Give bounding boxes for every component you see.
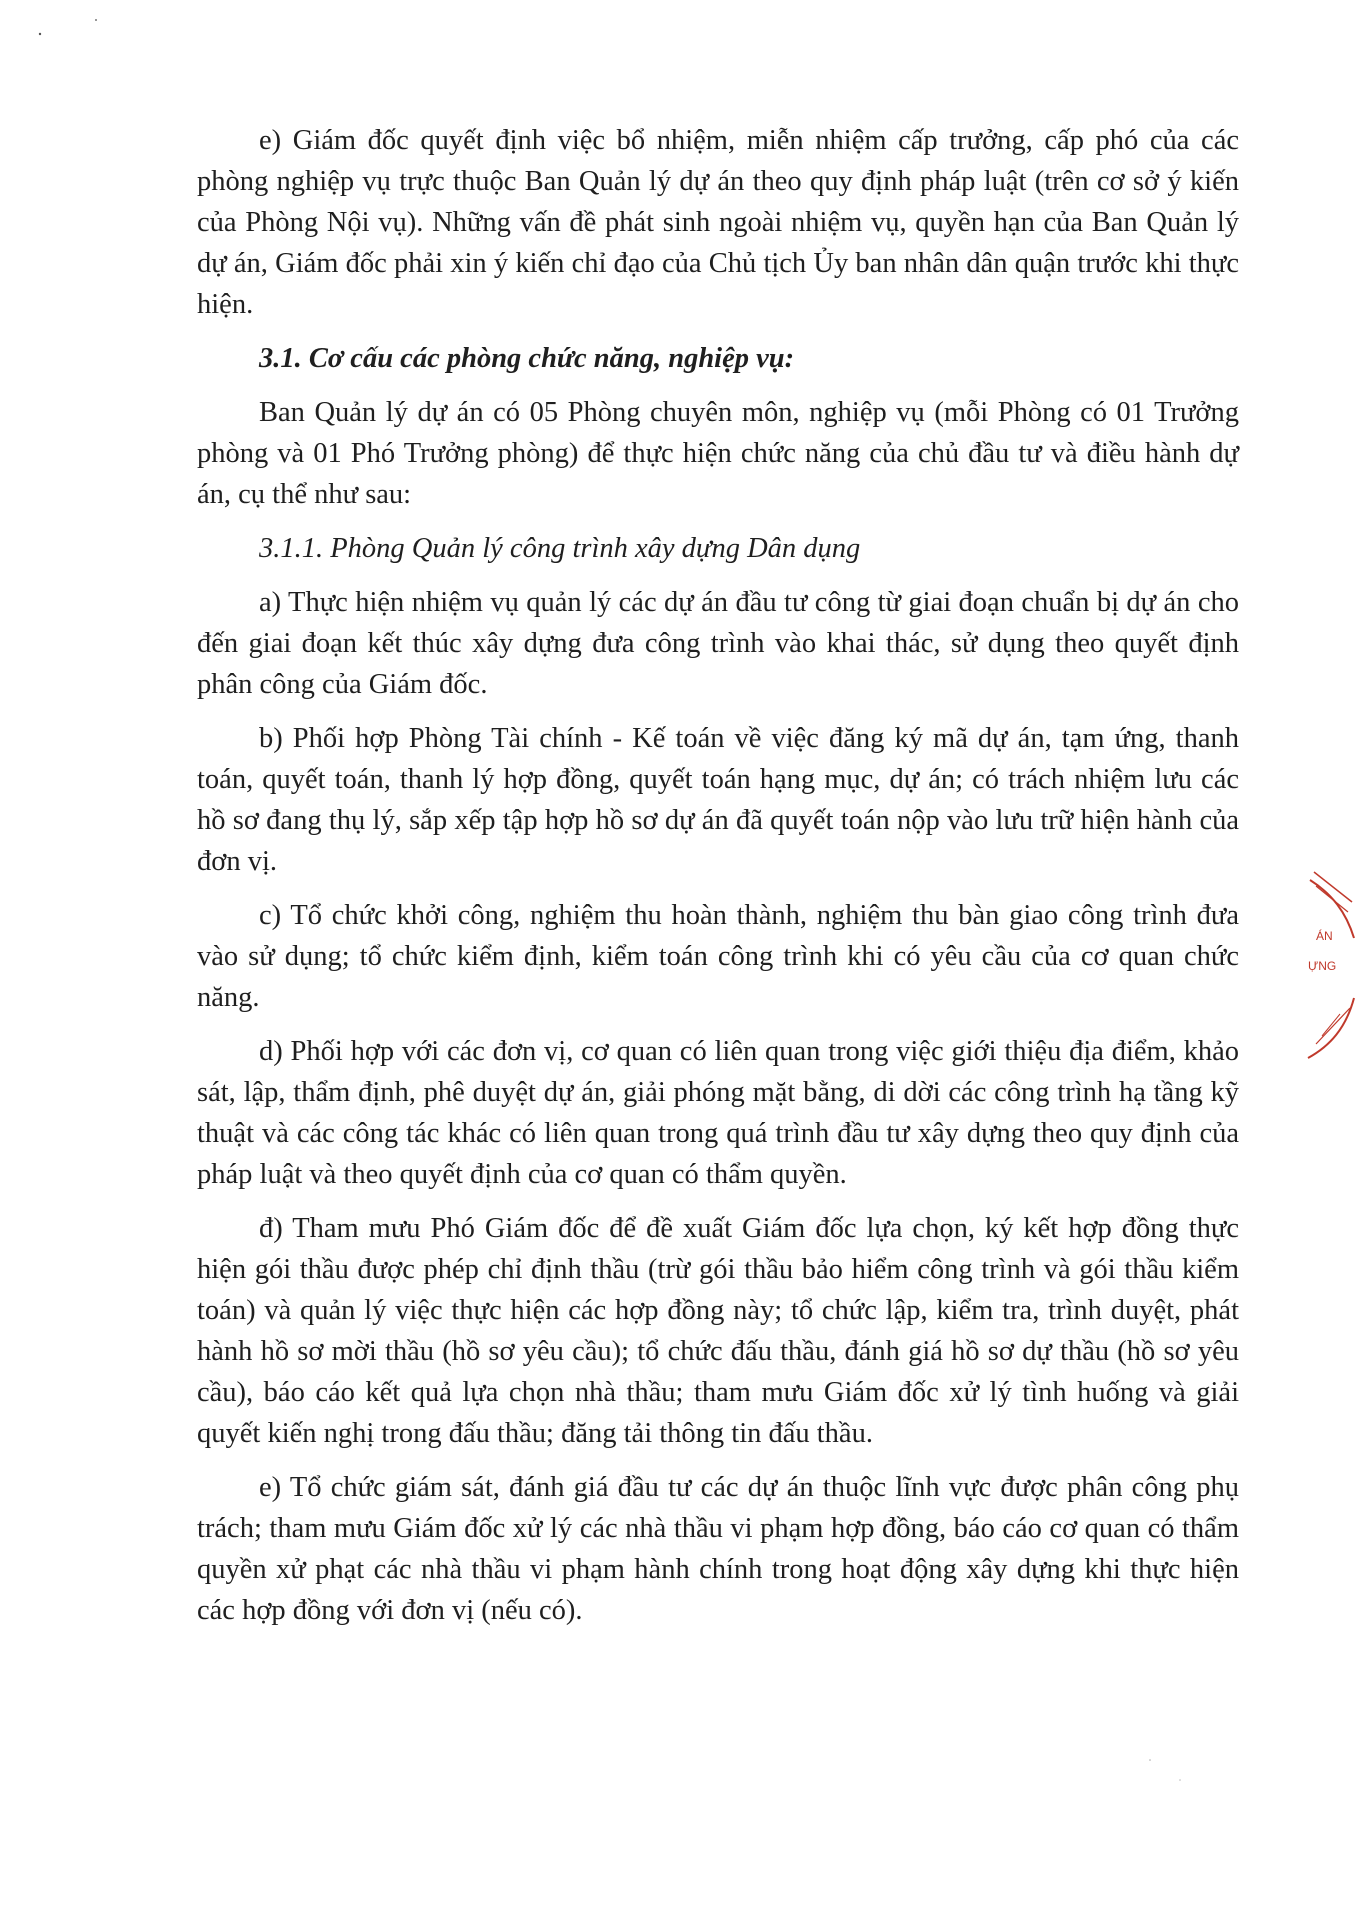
document-body [197,120,1239,1644]
stamp-text-1: ÁN [1316,929,1333,943]
paragraph-dd: đ) Tham mưu Phó Giám đốc để đề xuất Giám đốc lựa chọn, ký kết hợp đồng thực hiện gói thầu được phép chỉ định thầu (trừ gói thầu bảo hiểm công trình và gói thầu kiểm toán) và quản lý việc thực hiện các hợp đồng này; tổ chức lập, kiểm tra, trình duyệt, phát hành hồ sơ mời thầu (hồ sơ yêu cầu); tổ chức đấu thầu, đánh giá hồ sơ dự thầu (hồ sơ yêu cầu), báo cáo kết quả lựa chọn nhà thầu; tham mưu Giám đốc xử lý tình huống và giải quyết kiến nghị trong đấu thầu; đăng tải thông tin đấu thầu. [197,1213,1239,1449]
paragraph-structure-intro: Ban Quản lý dự án có 05 Phòng chuyên môn, nghiệp vụ (mỗi Phòng có 01 Trưởng phòng và 01 Phó Trưởng phòng) để thực hiện chức năng của chủ đầu tư và điều hành dự án, cụ thể như sau: [197,397,1239,510]
paragraph-a: a) Thực hiện nhiệm vụ quản lý các dự án đầu tư công từ giai đoạn chuẩn bị dự án cho đến giai đoạn kết thúc xây dựng đưa công trình vào khai thác, sử dụng theo quyết định phân công của Giám đốc. [197,587,1239,700]
section-heading-3-1: 3.1. Cơ cấu các phòng chức năng, nghiệp vụ: [259,343,795,374]
paragraph-e-supervision: e) Tổ chức giám sát, đánh giá đầu tư các dự án thuộc lĩnh vực được phân công phụ trách; tham mưu Giám đốc xử lý các nhà thầu vi phạm hợp đồng, báo cáo cơ quan có thẩm quyền xử phạt các nhà thầu vi phạm hành chính trong hoạt động xây dựng khi thực hiện các hợp đồng với đơn vị (nếu có). [197,1472,1239,1626]
red-seal-stamp-fragment [1302,868,1359,1068]
paragraph-d: d) Phối hợp với các đơn vị, cơ quan có liên quan trong việc giới thiệu địa điểm, khảo sát, lập, thẩm định, phê duyệt dự án, giải phóng mặt bằng, di dời các công trình hạ tầng kỹ thuật và các công tác khác có liên quan trong quá trình đầu tư xây dựng theo quy định của pháp luật và theo quyết định của cơ quan có thẩm quyền. [197,1036,1239,1190]
paragraph-e-director-decision: e) Giám đốc quyết định việc bổ nhiệm, miễn nhiệm cấp trưởng, cấp phó của các phòng nghiệp vụ trực thuộc Ban Quản lý dự án theo quy định pháp luật (trên cơ sở ý kiến của Phòng Nội vụ). Những vấn đề phát sinh ngoài nhiệm vụ, quyền hạn của Ban Quản lý dự án, Giám đốc phải xin ý kiến chỉ đạo của Chủ tịch Ủy ban nhân dân quận trước khi thực hiện. [197,125,1239,320]
stamp-text-2: ỰNG [1308,959,1337,973]
paragraph-c: c) Tổ chức khởi công, nghiệm thu hoàn thành, nghiệm thu bàn giao công trình đưa vào sử dụng; tổ chức kiểm định, kiểm toán công trình khi có yêu cầu của cơ quan chức năng. [197,900,1239,1013]
subsection-heading-3-1-1: 3.1.1. Phòng Quản lý công trình xây dựng Dân dụng [259,533,861,564]
paragraph-b: b) Phối hợp Phòng Tài chính - Kế toán về việc đăng ký mã dự án, tạm ứng, thanh toán, quyết toán, thanh lý hợp đồng, quyết toán hạng mục, dự án; có trách nhiệm lưu các hồ sơ đang thụ lý, sắp xếp tập hợp hồ sơ dự án đã quyết toán nộp vào lưu trữ hiện hành của đơn vị. [197,723,1239,877]
